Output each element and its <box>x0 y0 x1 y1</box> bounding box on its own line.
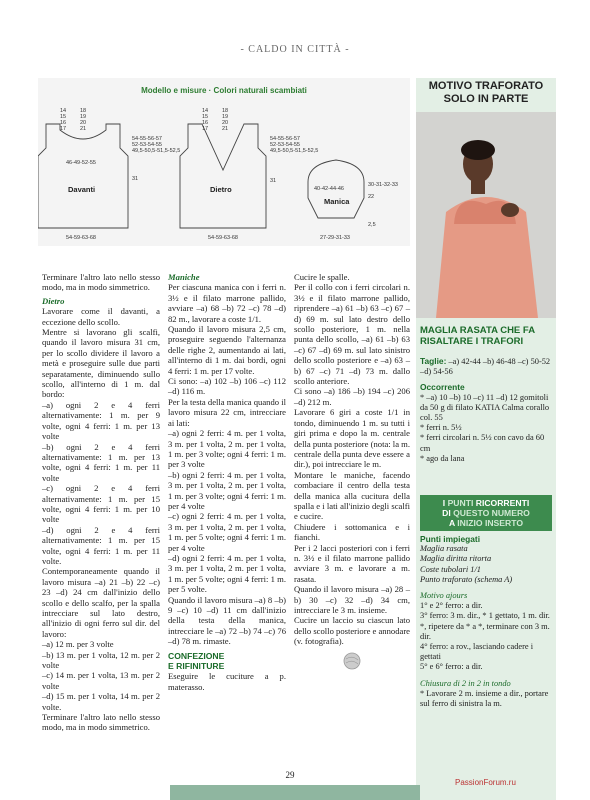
text-paragraph: –c) ogni 2 e 4 ferri alternativamente: 1 m. per 15 volte, ogni 4 ferri: 1 m. per 10 volte <box>42 483 160 525</box>
column-3 <box>294 272 410 673</box>
front-shoulder-b: 18 19 20 21 <box>80 108 87 132</box>
back-armhole: 54-55-56-57 52-53-54-55 49,5-50,5-51,5-52,5 <box>270 136 319 154</box>
text-paragraph: Quando il lavoro misura –a) 8 –b) 9 –c) 10 –d) 11 cm dall'inizio della testa della manica, intrecciare le –a) 72 –b) 74 –c) 76 –d) 78 m. rimaste. <box>168 594 286 647</box>
back-height: 31 <box>270 178 277 184</box>
materials-item: * ferri circolari n. 5½ con cavo da 60 cm <box>420 433 545 453</box>
stitch-item: Punto traforato (schema A) <box>420 574 513 584</box>
text-paragraph: Contemporaneamente quando il lavoro misura –a) 21 –b) 22 –c) 23 –d) 24 cm dall'inizio dello scollo e dello scalfo, per la spalla intrecciare sul lato destro, all'inizio di ogni ferro sul dir. del lavoro: <box>42 566 160 639</box>
back-width: 54-59-63-68 <box>208 235 238 241</box>
column-1 <box>42 272 160 733</box>
text-paragraph: Per i 2 lacci posteriori con i ferri n. 3½ e il filato marrone pallido avviare 3 m. e lavorare a m. rasata. <box>294 542 410 584</box>
text-paragraph: –a) ogni 2 ferri: 4 m. per 1 volta, 3 m. per 1 volta, 2 m. per 1 volta, 1 m. per 3 volte; ogni 4 ferri: 1 m. per 3 volte <box>168 428 286 470</box>
callout-text: RICORRENTI <box>475 498 530 508</box>
stitch-item: Coste tubolari 1/1 <box>420 564 481 574</box>
front-label: Davanti <box>68 185 96 194</box>
materials-item: * –a) 10 –b) 10 –c) 11 –d) 12 gomitoli da 50 g di filato KATIA Calma corallo col. 55 <box>420 392 550 423</box>
sidebar-title-line-1: MOTIVO TRAFORATO <box>428 80 544 92</box>
stitch-item: Maglia diritta ritorta <box>420 554 492 564</box>
stitches-label: Punti impiegati <box>420 534 481 544</box>
callout-text: PUNTI <box>447 498 474 508</box>
text-paragraph: –c) 14 m. per 1 volta, 13 m. per 2 volte <box>42 670 160 691</box>
sidebar-subtitle-line-2: RISALTARE I TRAFORI <box>420 336 524 347</box>
sidebar-subtitle <box>420 325 554 347</box>
page-number: 29 <box>285 770 295 780</box>
stitch-item: Maglia rasata <box>420 544 468 554</box>
front-neck-measure: 46-49-52-55 <box>66 160 96 166</box>
sidebar-title-line-2: SOLO IN PARTE <box>443 93 529 105</box>
front-width: 54-59-63-68 <box>66 235 96 241</box>
materials-label: Occorrente <box>420 382 465 393</box>
motif-label: Motivo ajours <box>420 591 468 601</box>
text-paragraph: Per ciascuna manica con i ferri n. 3½ e il filato marrone pallido, avviare –a) 68 –b) 72 –c) 78 –d) 82 m., lavorare a coste 1/1. <box>168 282 286 324</box>
text-paragraph: Per la testa della manica quando il lavoro misura 22 cm, intrecciare ai lati: <box>168 396 286 428</box>
text-paragraph: Eseguire le cuciture a p. materasso. <box>168 671 286 692</box>
sizes-label: Taglie: <box>420 356 447 366</box>
text-paragraph: Cucire un laccio su ciascun lato dello scollo posteriore e annodare (v. fotografia). <box>294 615 410 647</box>
sleeve-length: 22 <box>368 194 375 200</box>
callout-text: A <box>448 518 455 528</box>
back-label: Dietro <box>210 185 232 194</box>
callout-text: INIZIO INSERTO <box>457 518 523 528</box>
sleeve-width: 27-29-31-33 <box>320 235 350 241</box>
text-paragraph: Cucire le spalle. <box>294 272 350 282</box>
heading-maniche: Maniche <box>168 272 200 282</box>
diagram-title: Modello e misure · Colori naturali scambiati <box>141 86 307 95</box>
text-paragraph: Ci sono: –a) 102 –b) 106 –c) 112 –d) 116 m. <box>168 376 286 397</box>
text-paragraph: –b) 13 m. per 1 volta, 12 m. per 2 volte <box>42 649 160 671</box>
text-paragraph: Per il collo con i ferri circolari n. 3½ e il filato marrone pallido, riprendere –a) 61 –b) 63 –c) 67 –d) 69 m. sul lato destro dello scollo posteriore, 1 m. nella punta dello scollo, –a) 61 –b) 63 –c) 67 –d) 69 m. sul lato sinistro dello scollo posteriore e –a) 63 –b) 67 –c) 71 –d) 73 m. dallo scollo anteriore. <box>294 282 410 387</box>
heading-rifiniture: E RIFINITURE <box>168 661 225 672</box>
materials-item: * ferri n. 5½ <box>420 423 462 433</box>
sleeve-top: 40-42-44-46 <box>314 186 344 192</box>
motif-row: 4° ferro: a rov., lasciando cadere i gettati <box>420 642 534 662</box>
sleeve-cap: 30-31-32-33 <box>368 182 398 188</box>
motif-row: 3° ferro: 3 m. dir., * 1 gettato, 1 m. dir. *, ripetere da * a *, terminare con 3 m. dir. <box>420 611 550 641</box>
heading-dietro: Dietro <box>42 295 65 306</box>
motif-row: 5° e 6° ferro: a dir. <box>420 662 483 672</box>
sleeve-label: Manica <box>324 197 350 206</box>
sleeve-cuff: 2,5 <box>368 222 376 228</box>
heading-confezione: CONFEZIONE <box>168 650 225 661</box>
text-paragraph: –d) ogni 2 e 4 ferri alternativamente: 1 m. per 15 volte, ogni 4 ferri: 1 m. per 11 volte. <box>42 524 160 566</box>
schematic-drawing <box>38 78 410 246</box>
sidebar-subtitle-line-1: MAGLIA RASATA CHE FA <box>420 325 536 336</box>
watermark: PassionForum.ru <box>455 778 516 787</box>
text-paragraph: Lavorare 6 giri a coste 1/1 in tondo, diminuendo 1 m. su tutti i giri prima e dopo la m. centrale della punta posteriore (nota: la m. centrale della punta deve essere a dir.), poi intrecciare le m. <box>294 407 410 470</box>
text-paragraph: –b) ogni 2 e 4 ferri alternativamente: 1 m. per 13 volte, ogni 4 ferri: 1 m. per 11 volte <box>42 441 160 483</box>
back-shoulder-b: 18 19 20 21 <box>222 108 229 132</box>
text-paragraph: Montare le maniche, facendo combaciare il centro della testa della manica alla cucitura della spalla e i lati all'inizio degli scalfi e cucire. <box>294 469 410 522</box>
knit-texture-strip <box>170 785 420 800</box>
text-paragraph: Chiudere i sottomanica e i fianchi. <box>294 521 410 543</box>
text-paragraph: Lavorare come il davanti, a eccezione dello scollo. <box>42 306 160 327</box>
sizes-block <box>420 356 552 464</box>
text-paragraph: –d) ogni 2 ferri: 4 m. per 1 volta, 3 m. per 1 volta, 2 m. per 1 volta, 1 m. per 5 volte; ogni 4 ferri: 1 m. per 5 volte. <box>168 552 286 595</box>
front-armhole: 54-55-56-57 52-53-54-55 49,5-50,5-51,5-52,5 <box>132 136 181 154</box>
stitches-callout <box>420 495 552 531</box>
sizes-value: –a) 42-44 –b) 46-48 –c) 50-52 –d) 54-56 <box>420 357 551 377</box>
text-paragraph: Mentre si lavorano gli scalfi, quando il lavoro misura 31 cm, per lo scollo dividere il lavoro a metà e proseguire sulle due parti separatamente, diminuendo sullo scollo, all'interno di 1 m. dal bordo: <box>42 327 160 400</box>
motif-row: 1° e 2° ferro: a dir. <box>420 601 483 611</box>
closing-label: Chiusura di 2 in 2 in tondo <box>420 678 511 688</box>
stitches-block <box>420 534 552 709</box>
column-2 <box>168 272 286 692</box>
text-paragraph: –a) ogni 2 e 4 ferri alternativamente: 1 m. per 9 volte, ogni 4 ferri: 1 m. per 13 volte <box>42 399 160 442</box>
callout-text: QUESTO NUMERO <box>453 508 530 518</box>
callout-text: DI <box>442 508 451 518</box>
materials-item: * ago da lana <box>420 453 465 463</box>
sidebar-title <box>416 80 556 106</box>
text-paragraph: –d) 15 m. per 1 volta, 14 m. per 2 volte. <box>42 691 160 712</box>
text-paragraph: –c) ogni 2 ferri: 4 m. per 1 volta, 3 m. per 1 volta, 2 m. per 1 volta, 1 m. per 5 volte; ogni 4 ferri: 1 m. per 4 volte <box>168 511 286 553</box>
callout-text: I <box>442 498 446 508</box>
model-photo <box>416 112 556 318</box>
text-paragraph: Quando il lavoro misura 2,5 cm, proseguire seguendo l'alternanza delle righe 2, aumentando ai lati, all'interno di 1 m. dai bordi, ogni 4 ferri: 1 m. per 17 volte. <box>168 324 286 376</box>
back-shoulder-a: 14 15 16 17 <box>202 108 209 132</box>
text-paragraph: Terminare l'altro lato nello stesso modo, ma in modo simmetrico. <box>42 712 160 733</box>
text-paragraph: Ci sono –a) 186 –b) 194 –c) 206 –d) 212 m. <box>294 386 410 407</box>
text-paragraph: Terminare l'altro lato nello stesso modo, ma in modo simmetrico. <box>42 272 160 293</box>
text-paragraph: Quando il lavoro misura –a) 28 –b) 30 –c) 32 –d) 34 cm, intrecciare le 3 m. insieme. <box>294 584 410 615</box>
text-paragraph: –a) 12 m. per 3 volte <box>42 639 114 650</box>
text-paragraph: –b) ogni 2 ferri: 4 m. per 1 volta, 3 m. per 1 volta, 2 m. per 1 volta, 1 m. per 3 volte; ogni 4 ferri: 1 m. per 4 volte <box>168 469 286 511</box>
front-shoulder-a: 14 15 16 17 <box>60 108 67 132</box>
closing-text: * Lavorare 2 m. insieme a dir., portare sul ferro di sinistra la m. <box>420 688 549 709</box>
model-photo-illustration <box>416 112 556 318</box>
front-height: 31 <box>132 176 139 182</box>
running-header: - CALDO IN CITTÀ - <box>240 44 350 55</box>
yarn-ball-icon <box>342 651 362 671</box>
